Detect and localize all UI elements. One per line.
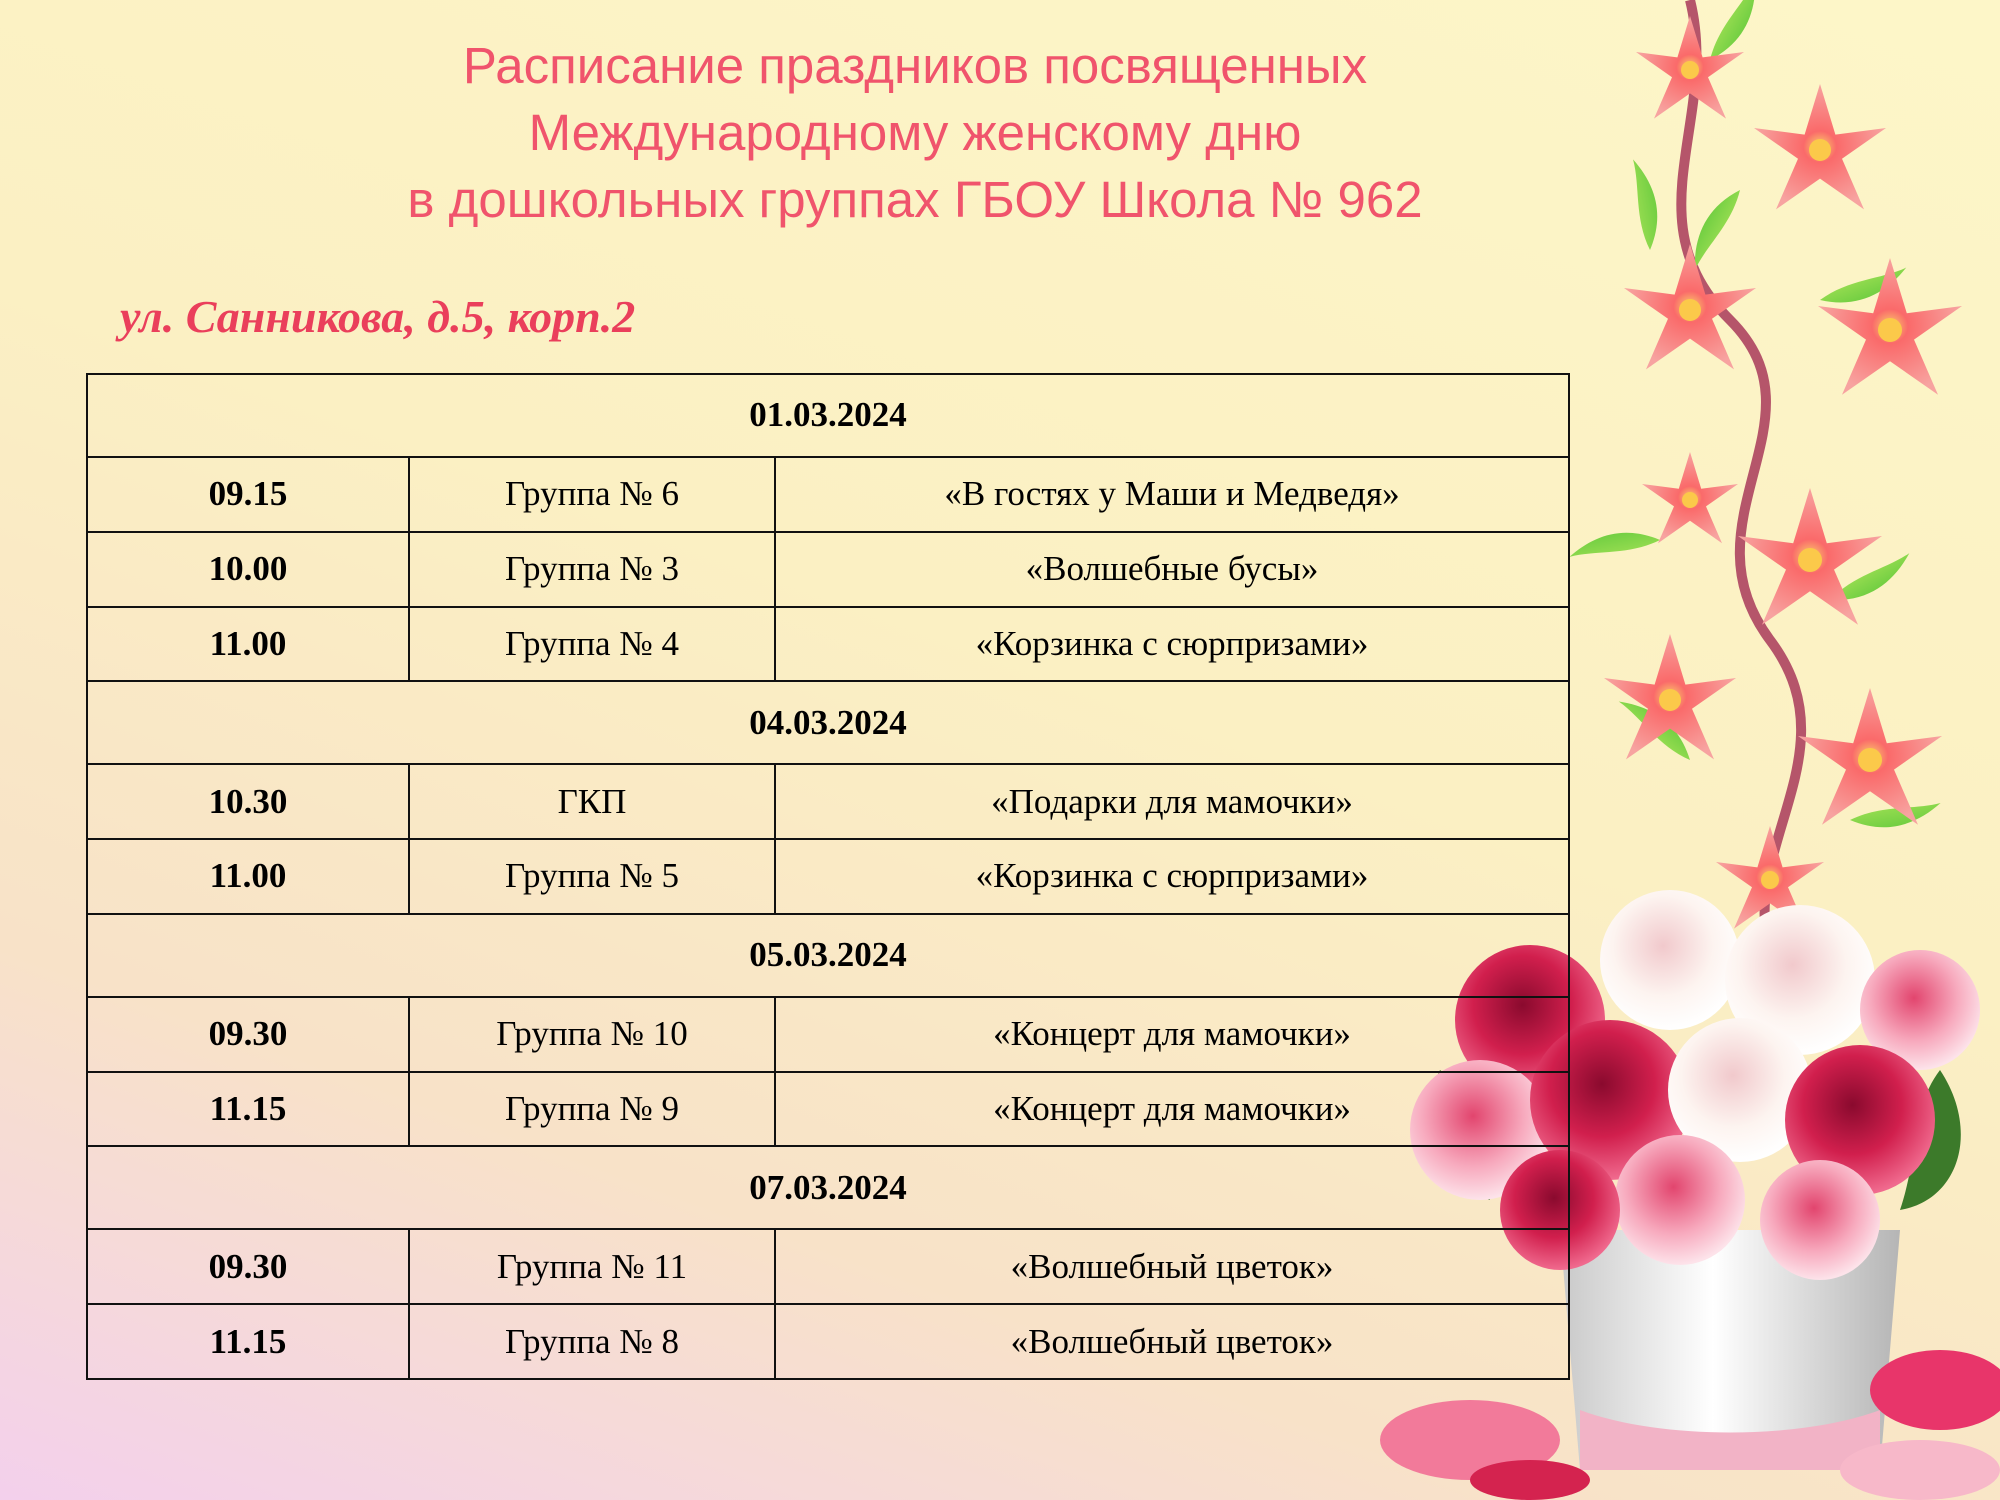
title-line-1: Расписание праздников посвященных <box>462 37 1368 94</box>
date-cell: 07.03.2024 <box>87 1146 1569 1229</box>
event-cell: «Волшебный цветок» <box>775 1304 1569 1379</box>
group-cell: Группа № 3 <box>409 532 775 607</box>
group-cell: Группа № 5 <box>409 839 775 914</box>
table-row <box>87 607 1569 682</box>
page-title <box>300 32 1530 233</box>
table-row <box>87 839 1569 914</box>
time-cell: 11.00 <box>87 839 409 914</box>
event-cell: «Волшебный цветок» <box>775 1229 1569 1304</box>
event-cell: «В гостях у Маши и Медведя» <box>775 457 1569 532</box>
schedule-table <box>86 373 1570 1380</box>
time-cell: 11.15 <box>87 1304 409 1379</box>
time-cell: 11.15 <box>87 1072 409 1147</box>
table-row <box>87 1304 1569 1379</box>
address-heading: ул. Санникова, д.5, корп.2 <box>120 291 636 342</box>
event-cell: «Корзинка с сюрпризами» <box>775 839 1569 914</box>
date-row <box>87 914 1569 997</box>
event-cell: «Корзинка с сюрпризами» <box>775 607 1569 682</box>
table-row <box>87 764 1569 839</box>
time-cell: 10.30 <box>87 764 409 839</box>
table-row <box>87 1229 1569 1304</box>
title-line-3: в дошкольных группах ГБОУ Школа № 962 <box>407 171 1423 228</box>
date-cell: 05.03.2024 <box>87 914 1569 997</box>
date-row <box>87 1146 1569 1229</box>
event-cell: «Подарки для мамочки» <box>775 764 1569 839</box>
event-cell: «Концерт для мамочки» <box>775 997 1569 1072</box>
group-cell: Группа № 4 <box>409 607 775 682</box>
group-cell: Группа № 9 <box>409 1072 775 1147</box>
table-row <box>87 997 1569 1072</box>
time-cell: 09.30 <box>87 1229 409 1304</box>
group-cell: ГКП <box>409 764 775 839</box>
event-cell: «Волшебные бусы» <box>775 532 1569 607</box>
time-cell: 10.00 <box>87 532 409 607</box>
date-cell: 01.03.2024 <box>87 374 1569 457</box>
title-line-2: Международному женскому дню <box>528 104 1302 161</box>
time-cell: 09.15 <box>87 457 409 532</box>
table-row <box>87 1072 1569 1147</box>
time-cell: 11.00 <box>87 607 409 682</box>
schedule-body <box>87 374 1569 1379</box>
group-cell: Группа № 10 <box>409 997 775 1072</box>
date-row <box>87 681 1569 764</box>
date-row <box>87 374 1569 457</box>
group-cell: Группа № 8 <box>409 1304 775 1379</box>
table-row <box>87 457 1569 532</box>
group-cell: Группа № 6 <box>409 457 775 532</box>
group-cell: Группа № 11 <box>409 1229 775 1304</box>
time-cell: 09.30 <box>87 997 409 1072</box>
table-row <box>87 532 1569 607</box>
event-cell: «Концерт для мамочки» <box>775 1072 1569 1147</box>
date-cell: 04.03.2024 <box>87 681 1569 764</box>
